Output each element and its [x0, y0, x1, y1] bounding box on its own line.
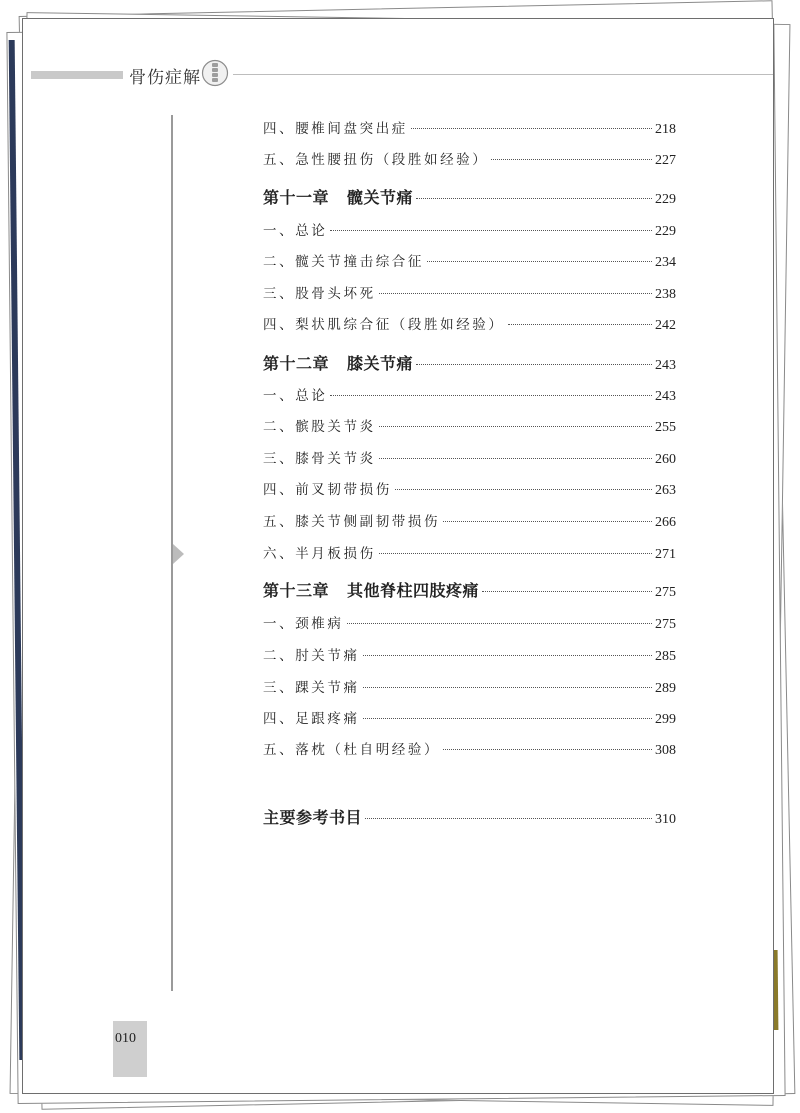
header-rule [233, 74, 773, 75]
toc-entry [263, 510, 676, 531]
running-header-title: 骨伤症解 [129, 68, 201, 88]
toc-entry-label: 四、梨状肌综合征（段胜如经验） [263, 317, 505, 333]
toc-entry-label: 五、急性腰扭伤（段胜如经验） [263, 152, 489, 168]
toc-entry [263, 707, 676, 728]
toc-page-number: 229 [655, 224, 676, 239]
toc-page-number: 238 [655, 287, 676, 302]
spine-logo-icon [201, 59, 229, 87]
toc-page-number: 263 [655, 483, 676, 498]
header-bar [31, 71, 123, 79]
dot-leader [395, 489, 652, 490]
chapter-title: 膝关节痛 [347, 354, 414, 373]
toc-entry-label: 五、膝关节侧副韧带损伤 [263, 514, 441, 530]
toc-entry-label: 四、前叉韧带损伤 [263, 482, 392, 498]
toc-entry-label: 四、足跟疼痛 [263, 711, 360, 727]
toc-chapter-entry [263, 351, 676, 374]
toc-page-number: 275 [655, 617, 676, 632]
toc-page-number: 234 [655, 255, 676, 270]
toc-entry [263, 282, 676, 303]
dot-leader [411, 128, 652, 129]
dot-leader [330, 230, 652, 231]
toc-page-number: 299 [655, 712, 676, 727]
toc-entry-label: 四、腰椎间盘突出症 [263, 121, 408, 137]
toc-entry-label: 二、肘关节痛 [263, 648, 360, 664]
toc-chapter-label [263, 578, 479, 601]
dot-leader [491, 159, 652, 160]
margin-triangle-marker [173, 544, 184, 564]
toc-page-number: 289 [655, 681, 676, 696]
toc-entry [263, 447, 676, 468]
toc-page-number: 243 [655, 358, 676, 373]
toc-page-number: 255 [655, 420, 676, 435]
dot-leader [482, 591, 652, 592]
toc-page-number: 218 [655, 122, 676, 137]
toc-page-number: 308 [655, 743, 676, 758]
dot-leader [416, 364, 652, 365]
toc-entry-label: 主要参考书目 [263, 808, 363, 827]
toc-entry [263, 542, 676, 563]
toc-page-number: 275 [655, 585, 676, 600]
toc-page-number: 227 [655, 153, 676, 168]
dot-leader [363, 655, 652, 656]
book-page [22, 18, 774, 1094]
toc-entry [263, 313, 676, 334]
toc-entry-label: 三、股骨头坏死 [263, 286, 376, 302]
toc-entry-label: 六、半月板损伤 [263, 546, 376, 562]
toc-entry [263, 384, 676, 405]
toc-page-number: 243 [655, 389, 676, 404]
toc-chapter-label [263, 185, 413, 208]
toc-entry [263, 219, 676, 240]
toc-entry-label: 一、总论 [263, 388, 328, 404]
dot-leader [443, 749, 652, 750]
dot-leader [365, 818, 652, 819]
dot-leader [416, 198, 652, 199]
toc-entry [263, 612, 676, 633]
toc-entry [263, 738, 676, 759]
toc-entry-label: 三、踝关节痛 [263, 680, 360, 696]
toc-entry-label: 二、髋关节撞击综合征 [263, 254, 424, 270]
toc-page-number: 285 [655, 649, 676, 664]
toc-entry-label: 一、颈椎病 [263, 616, 344, 632]
chapter-number: 第十二章 [263, 354, 330, 373]
toc-page-number: 260 [655, 452, 676, 467]
toc-entry [263, 676, 676, 697]
dot-leader [508, 324, 653, 325]
toc-entry-label: 二、髌股关节炎 [263, 419, 376, 435]
toc-entry [263, 644, 676, 665]
toc-entry [263, 117, 676, 138]
dot-leader [363, 687, 652, 688]
toc-entry [263, 478, 676, 499]
toc-chapter-entry [263, 185, 676, 208]
dot-leader [330, 395, 652, 396]
chapter-number: 第十一章 [263, 188, 330, 207]
dot-leader [427, 261, 652, 262]
dot-leader [443, 521, 652, 522]
toc-entry-label: 一、总论 [263, 223, 328, 239]
toc-bibliography-entry [263, 805, 676, 828]
toc-entry [263, 250, 676, 271]
toc-page-number: 229 [655, 192, 676, 207]
toc-chapter-entry [263, 578, 676, 601]
chapter-title: 髋关节痛 [347, 188, 414, 207]
dot-leader [363, 718, 652, 719]
page-number-box [113, 1021, 147, 1077]
toc-entry [263, 148, 676, 169]
toc-page-number: 266 [655, 515, 676, 530]
toc-entry-label: 三、膝骨关节炎 [263, 451, 376, 467]
toc-page-number: 242 [655, 318, 676, 333]
page-number: 010 [115, 1031, 136, 1046]
toc-entry-label: 五、落枕（杜自明经验） [263, 742, 441, 758]
dot-leader [379, 458, 652, 459]
dot-leader [347, 623, 653, 624]
chapter-title: 其他脊柱四肢疼痛 [347, 581, 480, 600]
toc-entry [263, 415, 676, 436]
toc-page-number: 271 [655, 547, 676, 562]
toc-chapter-label [263, 351, 413, 374]
toc-page-number: 310 [655, 812, 676, 827]
chapter-number: 第十三章 [263, 581, 330, 600]
dot-leader [379, 426, 652, 427]
dot-leader [379, 553, 652, 554]
dot-leader [379, 293, 652, 294]
